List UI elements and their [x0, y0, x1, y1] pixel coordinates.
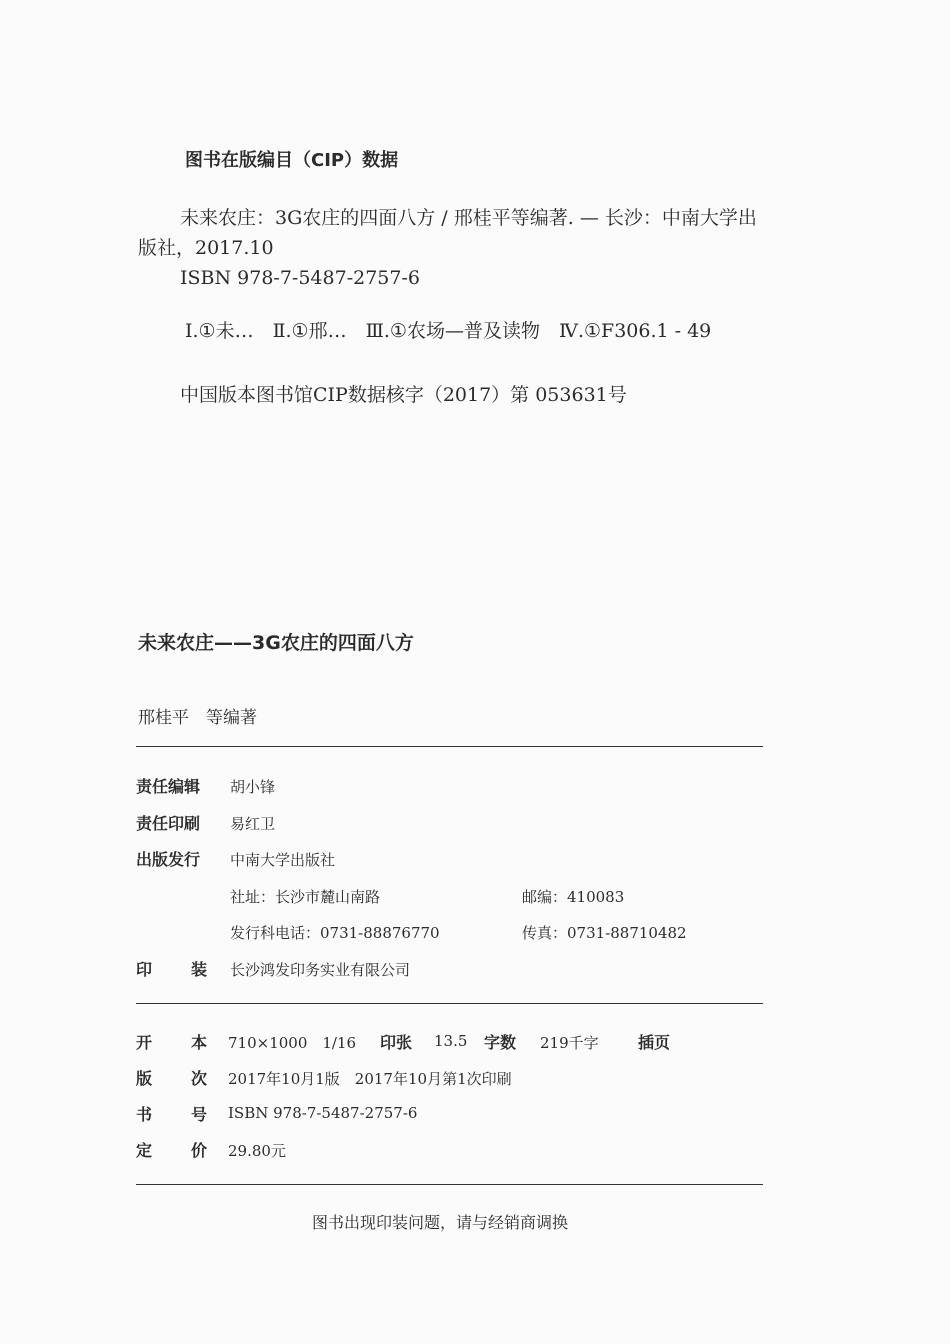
isbn-label-1: 书: [136, 1105, 153, 1124]
cip-classification: Ⅰ.①未… Ⅱ.①邢… Ⅲ.①农场—普及读物 Ⅳ.①F306.1 - 49: [185, 320, 712, 342]
divider-middle: [136, 1003, 763, 1004]
printer-name: 长沙鸿发印务实业有限公司: [230, 961, 411, 979]
cip-entry-line1: 未来农庄：3G农庄的四面八方 / 邢桂平等编著. — 长沙：中南大学出: [180, 207, 757, 229]
plates-label: 插页: [638, 1033, 671, 1052]
isbn-label-2: 号: [191, 1105, 208, 1124]
publisher-label: 出版发行: [136, 850, 201, 869]
words-value: 219千字: [540, 1034, 599, 1052]
publisher-postcode: 邮编：410083: [522, 888, 625, 906]
price-label-2: 价: [191, 1141, 208, 1160]
printer-label-1: 印: [136, 960, 153, 979]
publisher-name: 中南大学出版社: [230, 851, 336, 869]
sheets-label: 印张: [380, 1033, 413, 1052]
publisher-address: 社址：长沙市麓山南路: [230, 888, 381, 906]
book-title: 未来农庄——3G农庄的四面八方: [138, 632, 414, 654]
edition-label-1: 版: [136, 1069, 153, 1088]
edition-label-2: 次: [191, 1069, 208, 1088]
editor-label: 责任编辑: [136, 777, 201, 796]
price-value: 29.80元: [228, 1142, 286, 1160]
cip-isbn: ISBN 978-7-5487-2757-6: [180, 267, 420, 289]
price-label-1: 定: [136, 1141, 153, 1160]
editor-name: 胡小锋: [230, 778, 276, 796]
divider-bottom: [136, 1184, 763, 1185]
format-label-1: 开: [136, 1033, 153, 1052]
isbn-value: ISBN 978-7-5487-2757-6: [228, 1104, 418, 1122]
book-author: 邢桂平 等编著: [138, 708, 257, 728]
publisher-phone: 发行科电话：0731-88876770: [230, 924, 440, 942]
cip-entry-line2: 版社，2017.10: [138, 237, 274, 259]
printer-label-2: 装: [191, 960, 208, 979]
format-value: 710×1000 1/16: [228, 1034, 357, 1052]
divider-top: [136, 746, 763, 747]
format-label-2: 本: [191, 1033, 208, 1052]
edition-value: 2017年10月1版 2017年10月第1次印刷: [228, 1070, 512, 1088]
words-label: 字数: [484, 1033, 517, 1052]
cip-record-number: 中国版本图书馆CIP数据核字（2017）第 053631号: [180, 384, 627, 406]
cip-heading: 图书在版编目（CIP）数据: [185, 150, 399, 171]
publisher-fax: 传真：0731-88710482: [522, 924, 687, 942]
sheets-value: 13.5: [434, 1032, 468, 1050]
print-manager-label: 责任印刷: [136, 814, 201, 833]
print-manager-name: 易红卫: [230, 815, 276, 833]
footer-notice: 图书出现印装问题，请与经销商调换: [312, 1213, 569, 1232]
